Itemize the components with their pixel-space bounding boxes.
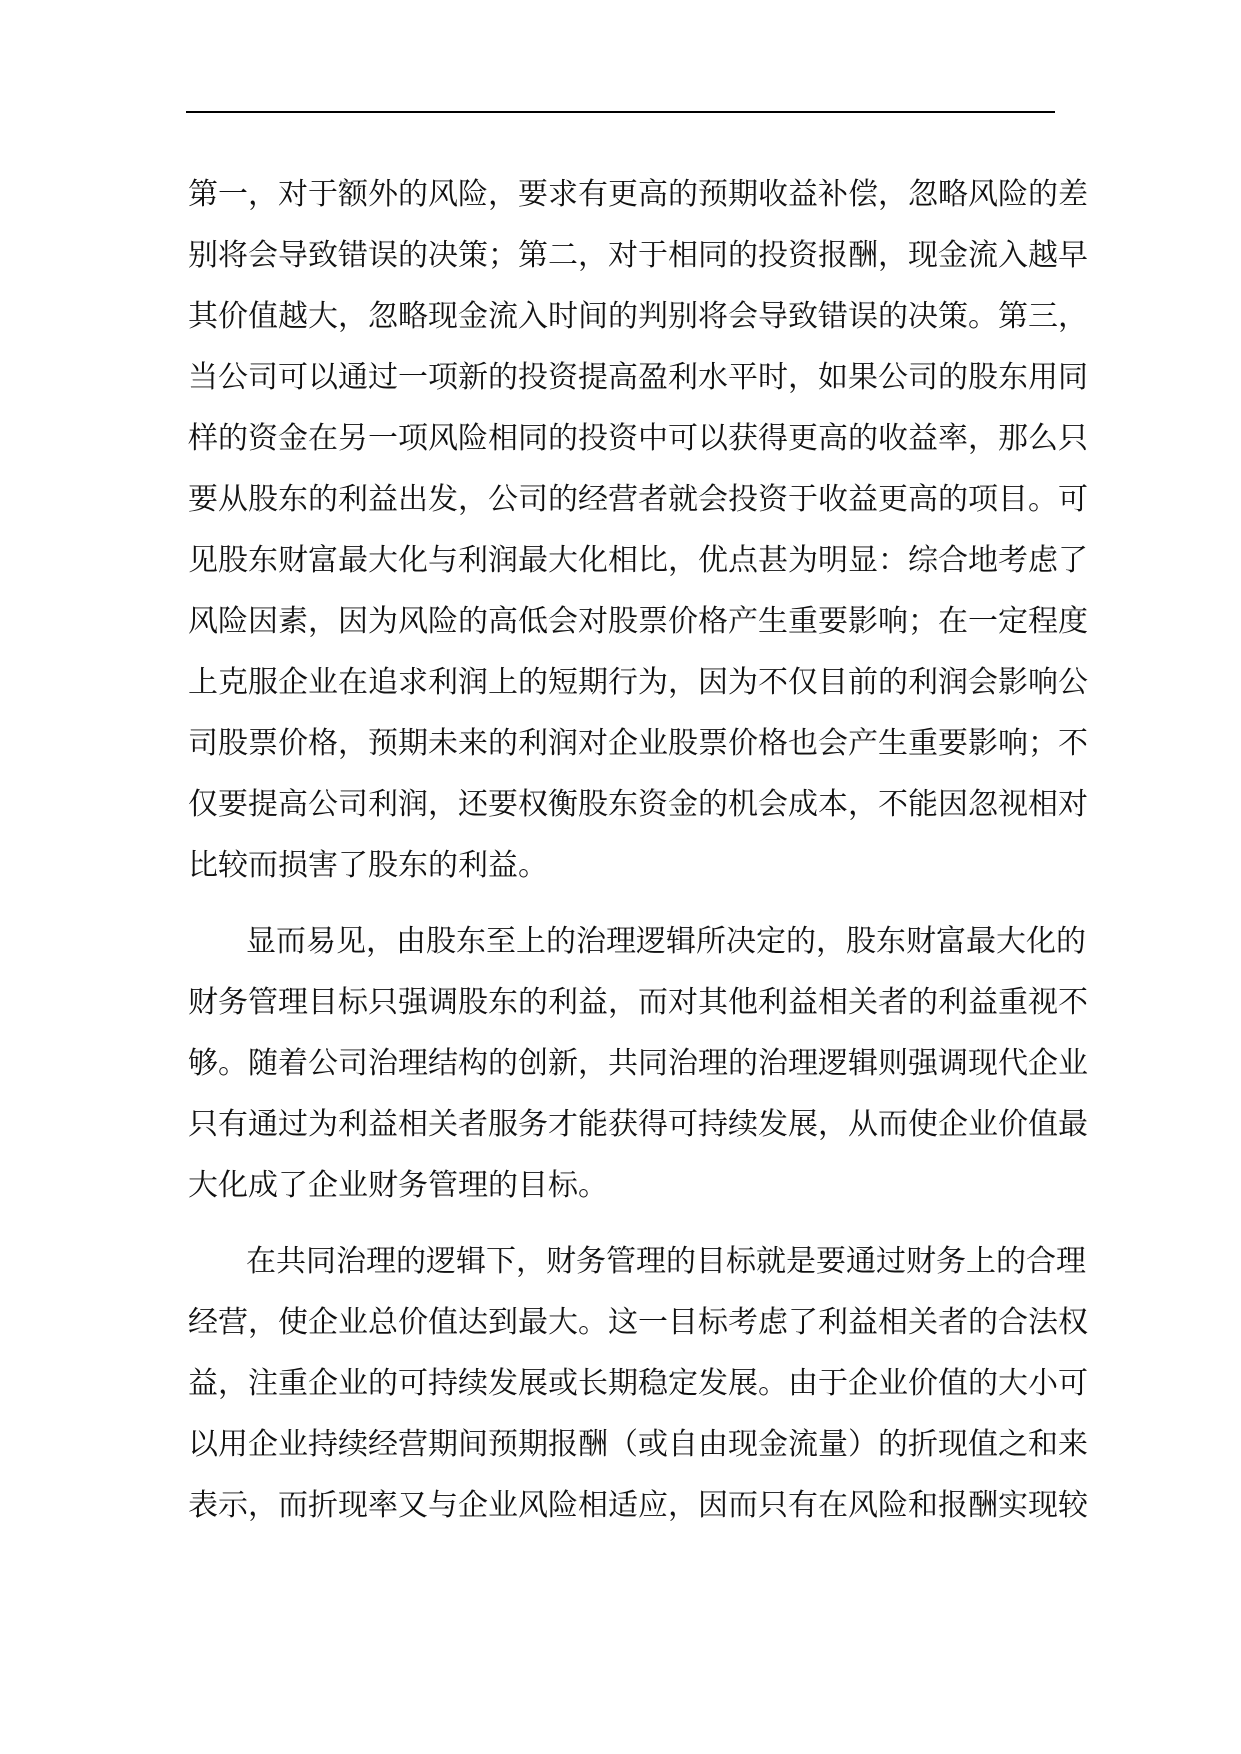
text-line: 比较而损害了股东的利益。 [188, 848, 548, 883]
body-text [188, 164, 1088, 1536]
text-line: 经营，使企业总价值达到最大。这一目标考虑了利益相关者的合法权 [188, 1305, 1088, 1340]
text-line: 要从股东的利益出发，公司的经营者就会投资于收益更高的项目。可 [188, 482, 1088, 517]
header-rule [186, 111, 1055, 113]
text-line: 在共同治理的逻辑下，财务管理的目标就是要通过财务上的合理 [246, 1244, 1086, 1279]
text-line: 当公司可以通过一项新的投资提高盈利水平时，如果公司的股东用同 [188, 360, 1088, 395]
text-line: 上克服企业在追求利润上的短期行为，因为不仅目前的利润会影响公 [188, 665, 1088, 700]
text-line: 仅要提高公司利润，还要权衡股东资金的机会成本，不能因忽视相对 [188, 787, 1088, 822]
text-line: 其价值越大，忽略现金流入时间的判别将会导致错误的决策。第三， [188, 299, 1088, 334]
text-line: 显而易见，由股东至上的治理逻辑所决定的，股东财富最大化的 [246, 924, 1086, 959]
paragraph-2 [188, 911, 1088, 1216]
paragraph-gap [188, 896, 1062, 911]
paragraph-1 [188, 164, 1088, 896]
text-line: 见股东财富最大化与利润最大化相比，优点甚为明显：综合地考虑了 [188, 543, 1088, 578]
text-line: 表示，而折现率又与企业风险相适应，因而只有在风险和报酬实现较 [188, 1488, 1088, 1523]
text-line: 益，注重企业的可持续发展或长期稳定发展。由于企业价值的大小可 [188, 1366, 1088, 1401]
text-line: 司股票价格，预期未来的利润对企业股票价格也会产生重要影响；不 [188, 726, 1088, 761]
text-line: 大化成了企业财务管理的目标。 [188, 1168, 608, 1203]
paragraph-3 [188, 1231, 1088, 1536]
text-line: 风险因素，因为风险的高低会对股票价格产生重要影响；在一定程度 [188, 604, 1088, 639]
text-line: 财务管理目标只强调股东的利益，而对其他利益相关者的利益重视不 [188, 985, 1088, 1020]
text-line: 只有通过为利益相关者服务才能获得可持续发展，从而使企业价值最 [188, 1107, 1088, 1142]
text-line: 样的资金在另一项风险相同的投资中可以获得更高的收益率，那么只 [188, 421, 1088, 456]
text-line: 以用企业持续经营期间预期报酬（或自由现金流量）的折现值之和来 [188, 1427, 1088, 1462]
text-line: 别将会导致错误的决策；第二，对于相同的投资报酬，现金流入越早 [188, 238, 1088, 273]
paragraph-gap [188, 1216, 1062, 1231]
text-line: 第一，对于额外的风险，要求有更高的预期收益补偿，忽略风险的差 [188, 177, 1088, 212]
text-line: 够。随着公司治理结构的创新，共同治理的治理逻辑则强调现代企业 [188, 1046, 1088, 1081]
